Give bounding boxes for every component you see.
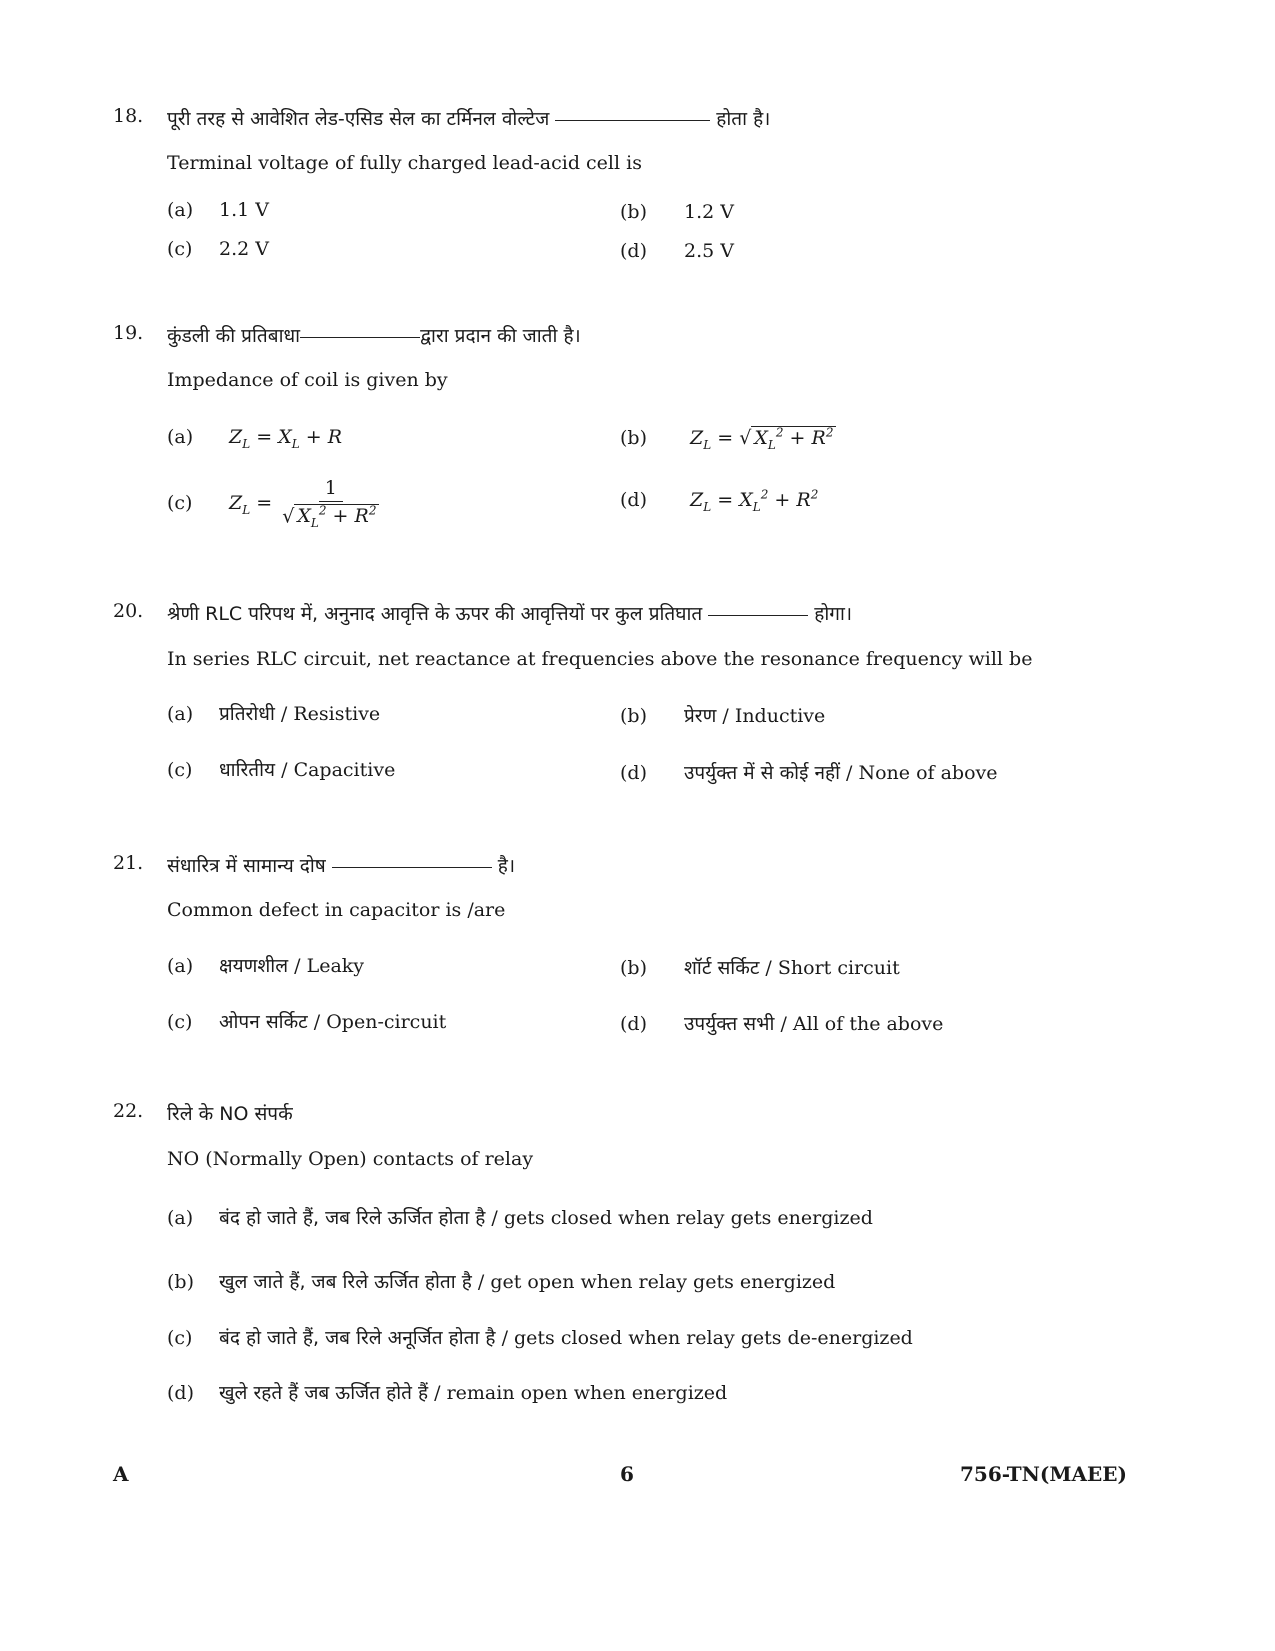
formula: $Z_L = X_L^2 + R^2$ [690, 488, 819, 515]
option-a[interactable]: (a) क्षयणशील / Leaky [167, 955, 365, 977]
option-d[interactable]: (d) उपर्युक्त सभी / All of the above [620, 1013, 944, 1035]
question-hindi: श्रेणी RLC परिपथ में, अनुनाद आवृत्ति के ऊपर की आवृत्तियों पर कुल प्रतिघात होगा। [167, 603, 853, 625]
option-c[interactable]: (c) 2.2 V [167, 238, 269, 260]
answer-blank [332, 867, 492, 868]
option-c[interactable]: (c) बंद हो जाते हैं, जब रिले अनूर्जित होता है / gets closed when relay gets de-energized [167, 1327, 913, 1349]
option-a[interactable]: (a) बंद हो जाते हैं, जब रिले ऊर्जित होता है / gets closed when relay gets energized [167, 1207, 873, 1229]
option-a[interactable]: (a) प्रतिरोधी / Resistive [167, 703, 381, 725]
option-c[interactable]: (c) धारितीय / Capacitive [167, 759, 396, 781]
footer-series: A [113, 1462, 129, 1486]
question-number: 21. [113, 852, 144, 874]
question-hindi: रिले के NO संपर्क [167, 1103, 293, 1125]
paper-code: 756-TN(MAEE) [960, 1462, 1127, 1486]
question-english: Common defect in capacitor is /are [167, 899, 506, 921]
question-english: Impedance of coil is given by [167, 369, 448, 391]
option-d[interactable]: (d) खुले रहते हैं जब ऊर्जित होते हैं / remain open when energized [167, 1382, 728, 1404]
answer-blank [708, 615, 808, 616]
answer-blank [300, 337, 420, 338]
option-b[interactable]: (b) प्रेरण / Inductive [620, 705, 826, 727]
option-d[interactable]: (d) $Z_L = X_L^2 + R^2$ [620, 488, 819, 515]
question-english: Terminal voltage of fully charged lead-acid cell is [167, 152, 642, 174]
question-hindi: संधारित्र में सामान्य दोष है। [167, 855, 516, 877]
option-d[interactable]: (d) 2.5 V [620, 240, 734, 262]
option-b[interactable]: (b) $Z_L$ = √ $X_L^2 + R^2$ [620, 426, 836, 452]
option-c[interactable]: (c) ओपन सर्किट / Open-circuit [167, 1011, 447, 1033]
option-a[interactable]: (a) 1.1 V [167, 199, 269, 221]
option-b[interactable]: (b) खुल जाते हैं, जब रिले ऊर्जित होता है / get open when relay gets energized [167, 1271, 836, 1293]
question-hindi: पूरी तरह से आवेशित लेड-एसिड सेल का टर्मिनल वोल्टेज होता है। [167, 108, 771, 130]
question-number: 19. [113, 322, 144, 344]
question-number: 18. [113, 105, 144, 127]
formula: $Z_L$ = $\frac{1}{√ X_L^2 + R^2}$ [229, 492, 379, 514]
answer-blank [555, 120, 710, 121]
question-number: 22. [113, 1100, 144, 1122]
option-b[interactable]: (b) 1.2 V [620, 201, 734, 223]
option-c[interactable]: (c) $Z_L$ = $\frac{1}{√ X_L^2 + R^2}$ [167, 477, 379, 530]
question-number: 20. [113, 600, 144, 622]
page-number: 6 [620, 1462, 634, 1486]
option-d[interactable]: (d) उपर्युक्त में से कोई नहीं / None of above [620, 762, 998, 784]
formula: $Z_L = X_L + R$ [229, 426, 343, 451]
option-b[interactable]: (b) शॉर्ट सर्किट / Short circuit [620, 957, 900, 979]
question-english: NO (Normally Open) contacts of relay [167, 1148, 534, 1170]
question-hindi: कुंडली की प्रतिबाधा द्वारा प्रदान की जाती है। [167, 325, 581, 347]
option-a[interactable]: (a) $Z_L = X_L + R$ [167, 426, 343, 451]
formula: $Z_L$ = √ $X_L^2 + R^2$ [690, 427, 836, 449]
question-english: In series RLC circuit, net reactance at frequencies above the resonance frequency will be [167, 648, 1033, 670]
